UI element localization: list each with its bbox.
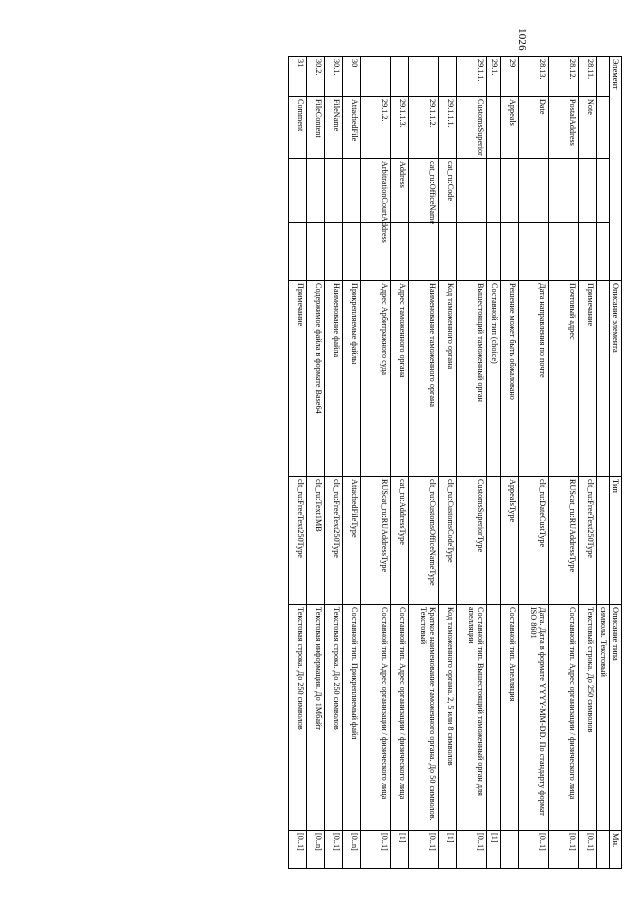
cell-lvl3: cat_ru:Code (439, 159, 457, 223)
specification-table (288, 56, 622, 869)
cell-description: Наименование таможенного органа (409, 281, 439, 477)
table-row (361, 57, 391, 869)
cell-lvl2: FileContent (307, 97, 325, 159)
cell-lvl2: AttachedFile (343, 97, 361, 159)
cell-type: clt_ru:CustomsOfficeNameType (409, 477, 439, 605)
cell-description: Примечание (579, 281, 597, 477)
cell-no: 28.11. (579, 57, 597, 97)
cell-lvl3: cat_ru:OfficeName (409, 159, 439, 223)
cell-multiplicity (501, 831, 519, 869)
cell-lvl2 (597, 97, 609, 159)
cell-type: cat_ru:AddressType (391, 477, 409, 605)
cell-description: Содержимое файла в формате Base64 (307, 281, 325, 477)
cell-type-description: Составной тип. Прикрепляемый файл (343, 605, 361, 831)
cell-lvl4 (549, 223, 579, 281)
cell-type: clt_ru:FreeText250Type (579, 477, 597, 605)
cell-lvl3 (597, 159, 609, 223)
cell-description: Решение может быть обжаловано (501, 281, 519, 477)
cell-type-description: Текстовая строка. До 250 символов (325, 605, 343, 831)
cell-lvl2: 29.1.1.2. (409, 97, 439, 159)
cell-lvl3 (343, 159, 361, 223)
cell-type-description: Текстовая строка. До 250 символов (289, 605, 307, 831)
table-row (549, 57, 579, 869)
cell-multiplicity (597, 831, 609, 869)
cell-type: CustomsSuperiorType (457, 477, 487, 605)
table-row (325, 57, 343, 869)
table-header-row (609, 57, 621, 869)
cell-lvl4 (307, 223, 325, 281)
cell-type-description: Составной тип. Апелляция (501, 605, 519, 831)
cell-lvl4 (519, 223, 549, 281)
cell-lvl4 (597, 223, 609, 281)
cell-lvl4 (501, 223, 519, 281)
cell-lvl4 (457, 223, 487, 281)
cell-lvl4 (343, 223, 361, 281)
cell-type-description (487, 605, 501, 831)
table-row (409, 57, 439, 869)
cell-lvl3 (549, 159, 579, 223)
header-type-description: Описание типа (609, 605, 621, 831)
cell-no (597, 57, 609, 97)
cell-no: 30 (343, 57, 361, 97)
cell-lvl3: Address (391, 159, 409, 223)
table-row (343, 57, 361, 869)
cell-type-description: Код таможенного органа. 2, 5 или 8 символов (439, 605, 457, 831)
cell-lvl3: ArbitrationCourtAddress (361, 159, 391, 223)
cell-type: clt_ru:FreeText250Type (325, 477, 343, 605)
specification-table-wrapper (288, 56, 622, 868)
cell-lvl2: Note (579, 97, 597, 159)
cell-multiplicity: [0..1] (361, 831, 391, 869)
header-element: Элемент (609, 57, 621, 281)
cell-lvl2: FileName (325, 97, 343, 159)
cell-lvl3 (289, 159, 307, 223)
cell-description: Примечание (289, 281, 307, 477)
cell-lvl2: 29.1.2. (361, 97, 391, 159)
cell-type-description: Дата. Дата в формате YYYY-MM-DD. По стандарту формат ISO 8601 (519, 605, 549, 831)
cell-description: Прикрепляемые файлы (343, 281, 361, 477)
cell-multiplicity: [0..1] (519, 831, 549, 869)
cell-no: 28.13. (519, 57, 549, 97)
cell-lvl4 (439, 223, 457, 281)
cell-no: 29.1.1. (457, 57, 487, 97)
header-multiplicity: Мн. (609, 831, 621, 869)
cell-lvl3 (325, 159, 343, 223)
cell-lvl3 (501, 159, 519, 223)
header-element-description: Описание элемента (609, 281, 621, 477)
cell-no: 30.2. (307, 57, 325, 97)
cell-multiplicity: [1] (391, 831, 409, 869)
cell-no: 30.1. (325, 57, 343, 97)
cell-no: 29 (501, 57, 519, 97)
cell-lvl2: Appeals (501, 97, 519, 159)
cell-lvl3 (487, 159, 501, 223)
cell-lvl4 (487, 223, 501, 281)
cell-lvl4 (579, 223, 597, 281)
cell-multiplicity: [0..1] (457, 831, 487, 869)
cell-type-description: символа. Текстовый (597, 605, 609, 831)
cell-lvl3 (579, 159, 597, 223)
cell-type: AppealsType (501, 477, 519, 605)
cell-type-description: Составной тип. Адрес организации / физического лица (549, 605, 579, 831)
cell-type-description: Краткое наименование таможенного органа. До 50 символов. Текстовый (409, 605, 439, 831)
cell-no: 31 (289, 57, 307, 97)
cell-type: RUScat_ru:RUAddressType (549, 477, 579, 605)
cell-multiplicity: [0..1] (289, 831, 307, 869)
cell-lvl4 (289, 223, 307, 281)
cell-type: clt_ru:Text1MB (307, 477, 325, 605)
cell-multiplicity: [0..n] (343, 831, 361, 869)
cell-multiplicity: [0..1] (409, 831, 439, 869)
header-type: Тип (609, 477, 621, 605)
cell-type: clt_ru:CustomsCodeType (439, 477, 457, 605)
cell-description: Вышестоящий таможенный орган (457, 281, 487, 477)
table-row (501, 57, 519, 869)
table-row (519, 57, 549, 869)
table-row (391, 57, 409, 869)
table-row (487, 57, 501, 869)
cell-type: AttachedFileType (343, 477, 361, 605)
cell-type: clt_ru:DateCustType (519, 477, 549, 605)
cell-lvl4 (409, 223, 439, 281)
cell-type: RUScat_ru:RUAddressType (361, 477, 391, 605)
table-row (597, 57, 609, 869)
cell-lvl4 (391, 223, 409, 281)
table-row (579, 57, 597, 869)
cell-multiplicity: [1] (487, 831, 501, 869)
cell-multiplicity: [0..1] (579, 831, 597, 869)
cell-multiplicity: [1] (439, 831, 457, 869)
table-row (439, 57, 457, 869)
table-row (457, 57, 487, 869)
cell-type-description: Составной тип. Вышестоящий таможенный орган для апелляции (457, 605, 487, 831)
table-body (289, 57, 609, 869)
cell-lvl2 (487, 97, 501, 159)
cell-type-description: Составной тип. Адрес организации / физического лица (361, 605, 391, 831)
cell-lvl3 (457, 159, 487, 223)
cell-no (361, 57, 391, 97)
cell-multiplicity: [0..n] (307, 831, 325, 869)
cell-multiplicity: [0..1] (549, 831, 579, 869)
cell-no (409, 57, 439, 97)
table-row (289, 57, 307, 869)
cell-description: Дата направления по почте (519, 281, 549, 477)
cell-description: Почтовый адрес (549, 281, 579, 477)
cell-type (487, 477, 501, 605)
cell-lvl3 (307, 159, 325, 223)
cell-no (439, 57, 457, 97)
cell-type (597, 477, 609, 605)
cell-type: clt_ru:FreeText250Type (289, 477, 307, 605)
cell-type-description: Текстовая информация. До 1Мбайт (307, 605, 325, 831)
cell-description: Код таможенного органа (439, 281, 457, 477)
cell-no: 29.1. (487, 57, 501, 97)
cell-type-description: Составной тип. Адрес организации / физического лица (391, 605, 409, 831)
cell-lvl4 (325, 223, 343, 281)
cell-lvl2: CustomsSuperior (457, 97, 487, 159)
cell-lvl2: PostalAddress (549, 97, 579, 159)
cell-description: Адрес таможенного органа (391, 281, 409, 477)
cell-description: Адрес Арбитражного суда (361, 281, 391, 477)
cell-no: 28.12. (549, 57, 579, 97)
cell-description (597, 281, 609, 477)
cell-lvl2: 29.1.1.1. (439, 97, 457, 159)
cell-lvl2: 29.1.1.3. (391, 97, 409, 159)
cell-description: Наименование файла (325, 281, 343, 477)
cell-no (391, 57, 409, 97)
table-row (307, 57, 325, 869)
page-number: 1026 (516, 28, 528, 51)
cell-type-description: Текстовый строка. До 250 символов (579, 605, 597, 831)
cell-lvl2: Date (519, 97, 549, 159)
cell-multiplicity: [0..1] (325, 831, 343, 869)
cell-lvl2: Comment (289, 97, 307, 159)
cell-description: Составной тип (choice) (487, 281, 501, 477)
cell-lvl3 (519, 159, 549, 223)
